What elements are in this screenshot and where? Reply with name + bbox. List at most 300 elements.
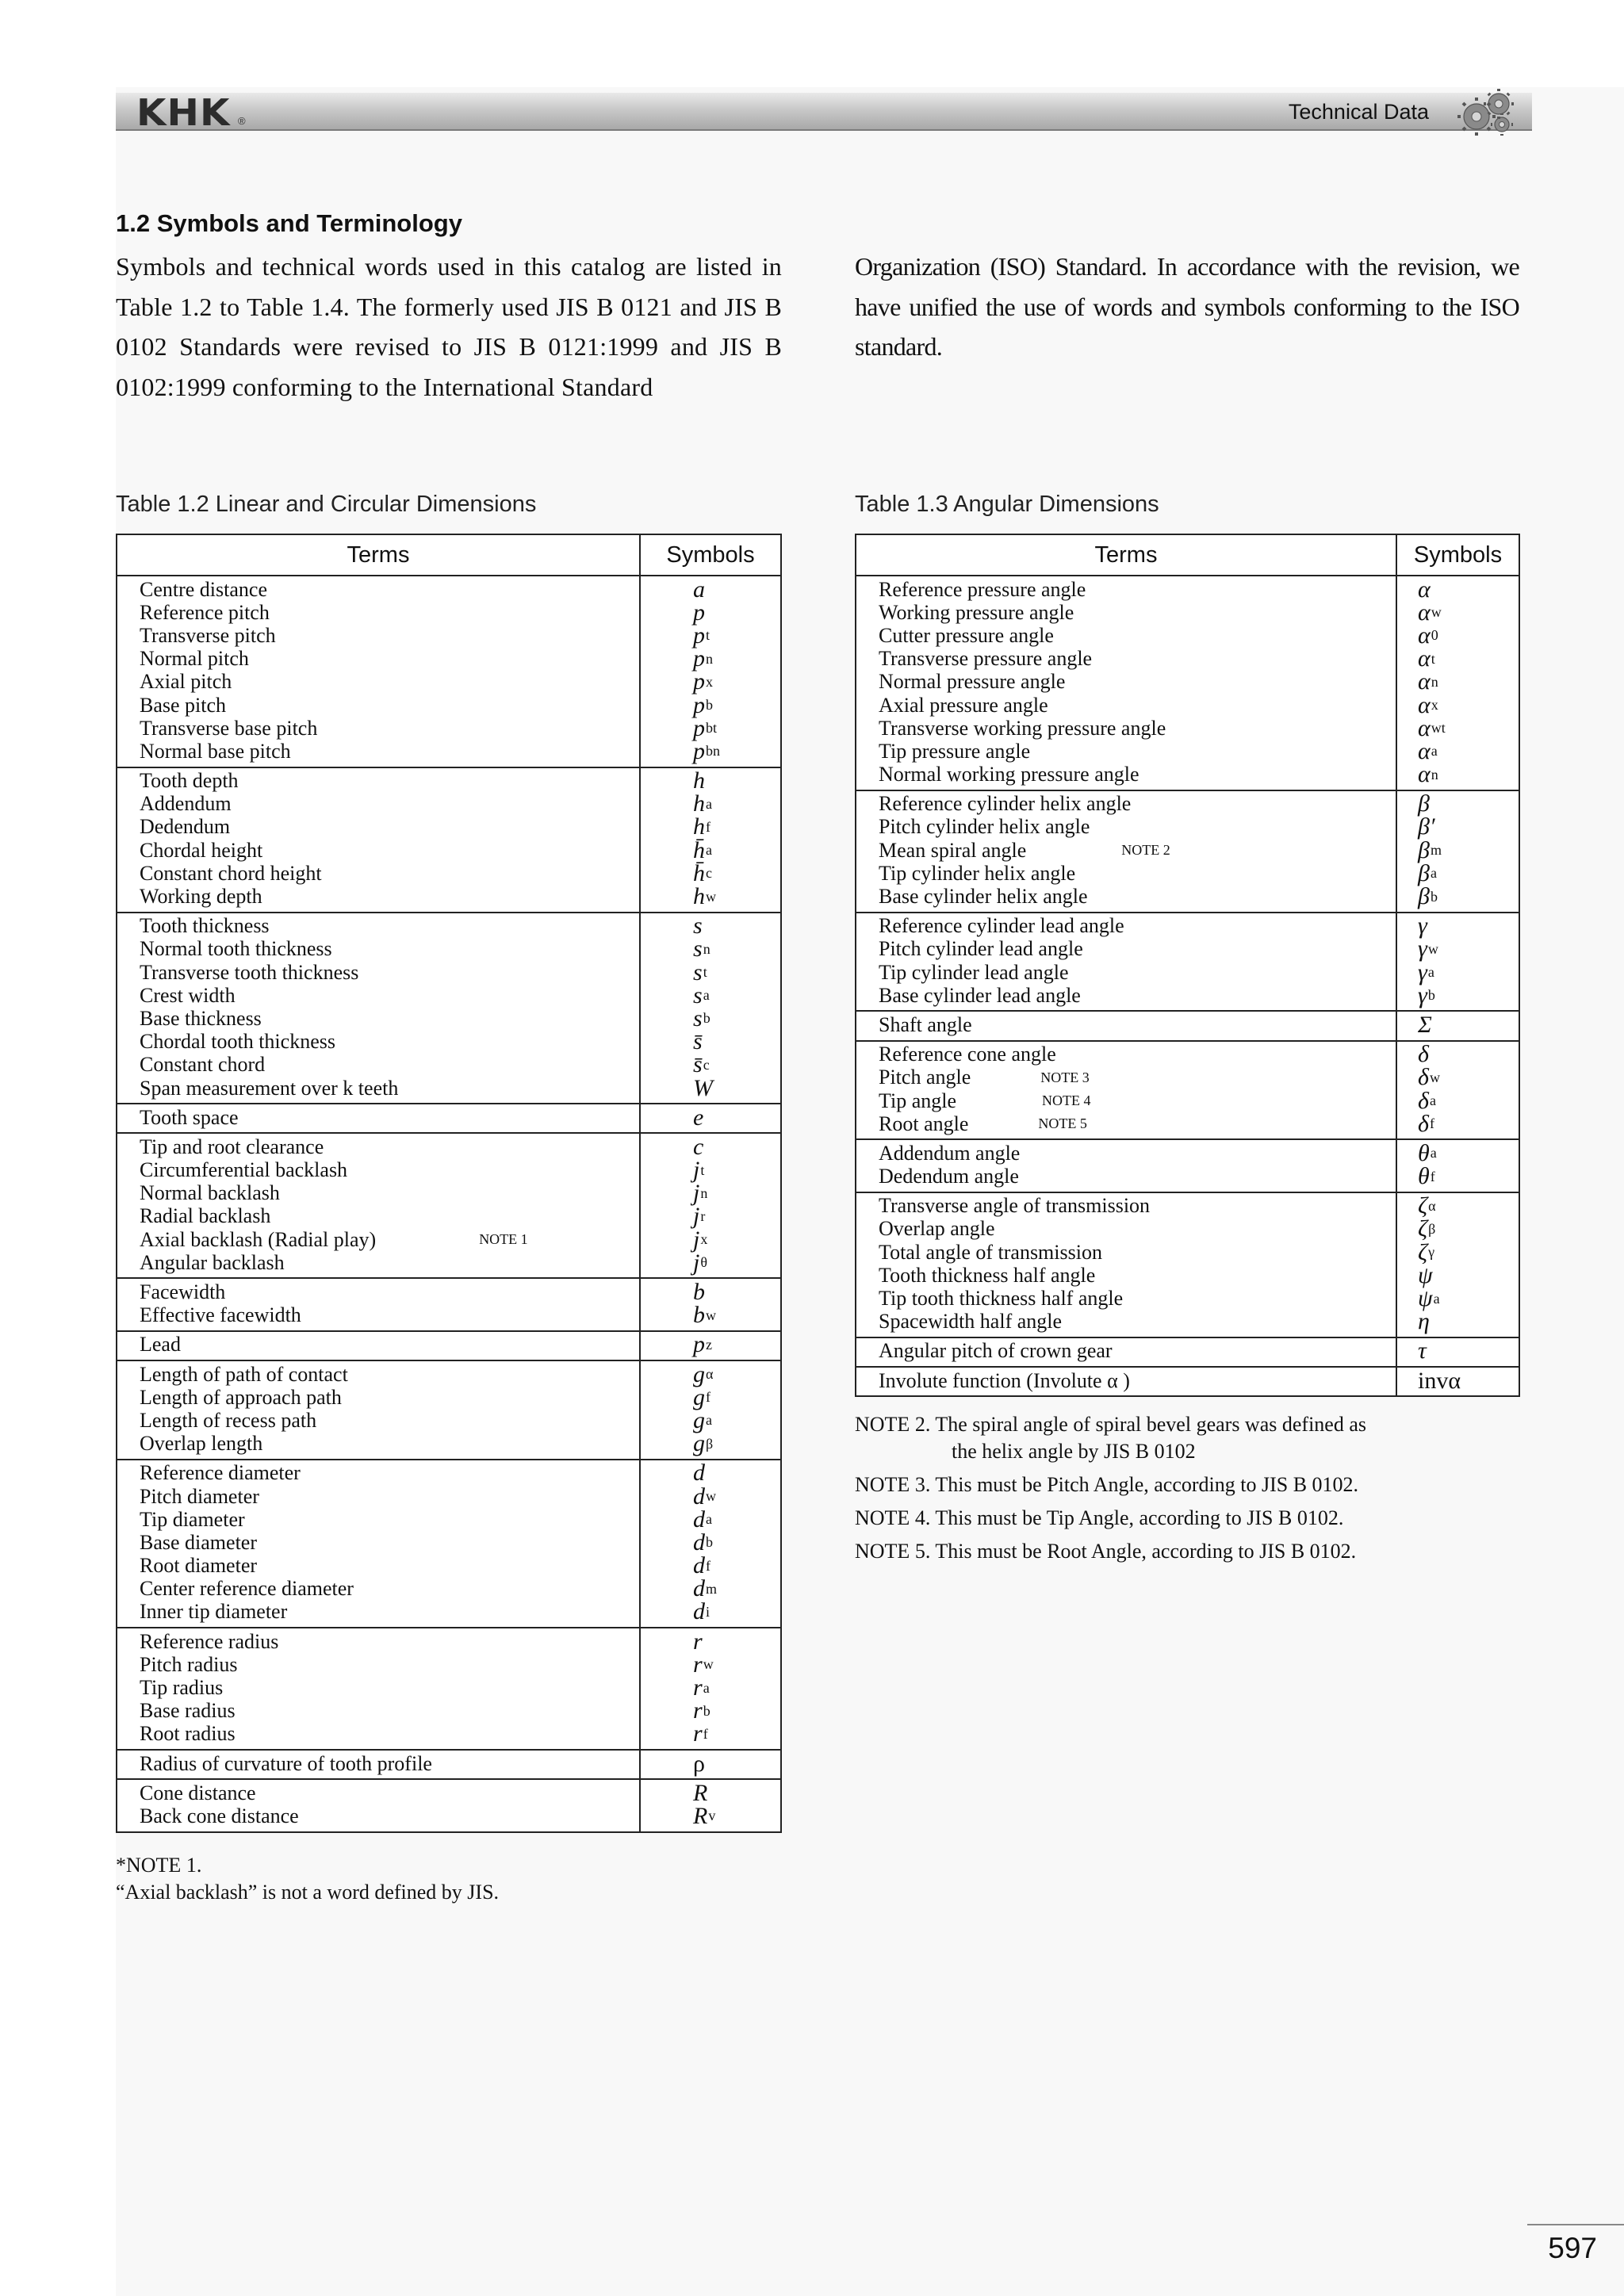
terms-cell	[117, 1360, 640, 1460]
term-text: Base pitch	[140, 693, 227, 717]
symbol-line	[641, 1279, 780, 1306]
symbol-subscript: c	[703, 1056, 710, 1073]
symbol-subscript: n	[700, 1184, 708, 1201]
symbol-text: α	[1418, 691, 1431, 718]
symbol-line	[641, 601, 780, 624]
table-1-2-caption: Table 1.2 Linear and Circular Dimensions	[116, 492, 537, 517]
table-1-3-notes	[855, 1411, 1537, 1565]
term-group-row	[117, 1460, 781, 1628]
symbol-text: W	[693, 1074, 713, 1101]
symbol-line	[641, 1205, 780, 1228]
term-text: Pitch cylinder helix angle	[879, 815, 1090, 839]
symbol-subscript: a	[703, 987, 710, 1004]
term-text: Overlap length	[140, 1432, 263, 1456]
term-text: Working pressure angle	[879, 600, 1074, 624]
term-line	[879, 1142, 1396, 1165]
symbol-text: c	[693, 1133, 704, 1160]
term-line	[140, 1578, 639, 1601]
symbol-text: p	[693, 668, 705, 695]
symbol-line	[641, 1304, 780, 1327]
symbol-subscript: m	[706, 1580, 718, 1597]
symbol-subscript: wt	[1431, 720, 1446, 737]
symbol-subscript: x	[1431, 697, 1438, 714]
symbols-header: Symbols	[640, 534, 781, 576]
term-line	[879, 1066, 1396, 1089]
symbols-cell	[640, 1779, 781, 1831]
symbol-text: d	[693, 1529, 705, 1556]
symbol-text: g	[693, 1406, 705, 1433]
symbol-line	[641, 1630, 780, 1653]
note-2	[855, 1411, 1537, 1438]
term-line	[879, 1264, 1396, 1287]
symbol-line	[641, 1074, 780, 1101]
symbol-line	[641, 1383, 780, 1410]
term-text: Tooth thickness half angle	[879, 1263, 1096, 1287]
symbol-subscript: f	[1429, 1115, 1434, 1132]
term-text: Span measurement over k teeth	[140, 1076, 399, 1100]
note-3-label: NOTE 3.	[855, 1473, 931, 1496]
symbol-line	[1397, 691, 1519, 718]
symbol-text: r	[693, 1720, 703, 1747]
symbol-text: p	[693, 622, 705, 649]
term-text: Tooth space	[140, 1105, 239, 1129]
symbol-text: s̄	[693, 1028, 703, 1055]
symbol-text: b	[693, 1279, 705, 1306]
term-line	[140, 648, 639, 671]
note-4-label: NOTE 4.	[855, 1506, 931, 1529]
symbol-line	[1397, 859, 1519, 886]
symbol-line	[1397, 984, 1519, 1007]
note-reference: NOTE 3	[1040, 1069, 1090, 1085]
term-group-row	[117, 576, 781, 767]
symbol-subscript: i	[706, 1603, 710, 1620]
symbol-line	[641, 668, 780, 695]
symbol-subscript: a	[1431, 743, 1438, 760]
footer-rule	[1527, 2224, 1624, 2225]
term-text: Circumferential backlash	[140, 1158, 348, 1182]
symbol-subscript: a	[1430, 1145, 1437, 1161]
note-reference: NOTE 1	[479, 1231, 528, 1248]
symbols-cell	[640, 1133, 781, 1278]
note-2-text: The spiral angle of spiral bevel gears was defined as	[935, 1413, 1366, 1436]
term-line	[879, 1112, 1396, 1135]
symbol-text: τ	[1418, 1337, 1427, 1364]
term-line	[879, 885, 1396, 908]
symbol-text: ρ	[693, 1750, 705, 1777]
term-line	[879, 793, 1396, 816]
term-text: Tip cylinder helix angle	[879, 861, 1076, 885]
symbols-cell	[1396, 1337, 1519, 1367]
term-text: Radius of curvature of tooth profile	[140, 1751, 432, 1775]
term-text: Addendum angle	[879, 1141, 1021, 1165]
term-text: Reference diameter	[140, 1461, 301, 1485]
symbol-line	[641, 1485, 780, 1508]
symbol-line	[641, 813, 780, 840]
term-line	[140, 1462, 639, 1485]
symbol-line	[641, 645, 780, 672]
symbol-subscript: w	[1427, 940, 1438, 957]
symbol-text: ψ	[1418, 1285, 1433, 1312]
symbol-line	[1397, 601, 1519, 624]
symbol-line	[1397, 1215, 1519, 1242]
term-text: Axial pitch	[140, 670, 232, 694]
term-text: Base thickness	[140, 1006, 262, 1030]
symbol-subscript: w	[1431, 604, 1442, 621]
symbol-text: ζ	[1418, 1215, 1428, 1242]
term-line	[879, 601, 1396, 624]
symbol-line	[1397, 1043, 1519, 1066]
symbol-line	[641, 1360, 780, 1387]
symbol-text: α	[1418, 576, 1431, 603]
term-text: Root diameter	[140, 1554, 258, 1578]
symbol-text: j	[693, 1226, 700, 1253]
term-line	[879, 1043, 1396, 1066]
term-line	[879, 624, 1396, 647]
symbol-subscript: b	[1430, 888, 1438, 905]
symbol-subscript: z	[706, 1336, 712, 1353]
symbols-cell	[640, 1104, 781, 1133]
symbol-line	[641, 1676, 780, 1699]
term-text: Dedendum	[140, 815, 231, 839]
term-line	[879, 694, 1396, 717]
term-text: Chordal tooth thickness	[140, 1030, 335, 1054]
symbol-subscript: f	[706, 1389, 710, 1406]
symbol-line	[641, 915, 780, 938]
symbol-line	[641, 578, 780, 601]
term-text: Transverse working pressure angle	[879, 716, 1166, 740]
symbol-line	[641, 961, 780, 984]
symbol-text: p	[693, 737, 705, 764]
term-text: Normal backlash	[140, 1181, 280, 1205]
symbol-text: p	[693, 645, 705, 672]
section-title: 1.2 Symbols and Terminology	[116, 209, 462, 237]
symbol-line	[641, 1159, 780, 1182]
term-line	[140, 1386, 639, 1409]
symbol-line	[641, 1331, 780, 1358]
symbol-subscript: x	[706, 673, 713, 690]
term-text: Pitch radius	[140, 1652, 238, 1676]
gear-cluster-icon	[1453, 86, 1521, 137]
note-2-continuation: the helix angle by JIS B 0102	[952, 1440, 1196, 1463]
terms-cell	[856, 1041, 1396, 1140]
symbol-text: β	[1418, 859, 1430, 886]
term-line	[879, 839, 1396, 862]
symbol-text: s	[693, 982, 703, 1008]
symbol-text: ψ	[1418, 1261, 1433, 1288]
symbol-subscript: f	[1430, 1168, 1435, 1184]
term-text: Tip angle	[879, 1089, 956, 1112]
symbol-subscript: a	[1429, 1093, 1436, 1109]
term-line	[879, 816, 1396, 839]
terms-cell	[117, 1331, 640, 1360]
symbol-line	[1397, 668, 1519, 695]
symbol-text: α	[1418, 714, 1431, 741]
term-text: Transverse tooth thickness	[140, 960, 359, 984]
term-line	[879, 1311, 1396, 1334]
term-line	[879, 648, 1396, 671]
term-line	[140, 938, 639, 961]
term-text: Crest width	[140, 983, 236, 1007]
symbols-cell	[640, 913, 781, 1104]
symbols-cell	[640, 767, 781, 913]
symbol-subscript: v	[708, 1808, 716, 1824]
term-line	[879, 961, 1396, 984]
term-line	[879, 1287, 1396, 1310]
term-text: Cone distance	[140, 1781, 256, 1804]
symbol-line	[641, 1552, 780, 1579]
term-line	[140, 1485, 639, 1508]
symbol-text: r	[693, 1674, 703, 1701]
symbol-line	[641, 1653, 780, 1676]
symbol-subscript: a	[1427, 964, 1434, 981]
symbol-line	[641, 1697, 780, 1724]
term-line	[140, 961, 639, 984]
terms-cell	[856, 790, 1396, 913]
symbol-text: s	[693, 936, 703, 962]
symbol-line	[641, 1106, 780, 1129]
term-line	[879, 984, 1396, 1007]
term-text: Constant chord	[140, 1053, 266, 1077]
symbol-text: β	[1418, 790, 1430, 817]
note-5-label: NOTE 5.	[855, 1540, 931, 1563]
symbol-text: α	[1418, 622, 1431, 649]
symbol-line	[1397, 885, 1519, 908]
symbol-text: g	[693, 1360, 705, 1387]
symbol-line	[1397, 1112, 1519, 1135]
term-group-row	[856, 576, 1519, 790]
symbol-subscript: γ	[1428, 1244, 1435, 1261]
term-line	[140, 1752, 639, 1775]
symbol-text: θ	[1418, 1139, 1430, 1166]
symbol-line	[641, 1135, 780, 1158]
term-group-row	[117, 913, 781, 1104]
term-text: Length of recess path	[140, 1408, 317, 1432]
symbol-text: β	[1418, 883, 1430, 910]
symbol-line	[641, 1508, 780, 1531]
note-3	[855, 1471, 1537, 1498]
term-text: Spacewidth half angle	[879, 1310, 1063, 1334]
symbol-text: e	[693, 1104, 704, 1131]
symbol-line	[641, 767, 780, 794]
symbol-subscript: r	[700, 1207, 706, 1224]
term-line	[140, 1205, 639, 1228]
symbol-text: h̄	[693, 836, 705, 863]
symbol-text: δ	[1418, 1087, 1429, 1114]
term-line	[879, 915, 1396, 938]
term-text: Addendum	[140, 792, 232, 816]
term-text: Effective facewidth	[140, 1303, 301, 1327]
symbols-cell	[640, 1750, 781, 1779]
symbol-text: d	[693, 1483, 705, 1510]
term-text: Reference cylinder lead angle	[879, 914, 1124, 938]
symbol-line	[1397, 1089, 1519, 1112]
symbols-cell	[640, 1331, 781, 1360]
term-line	[140, 1700, 639, 1723]
term-line	[140, 1182, 639, 1205]
terms-header: Terms	[856, 534, 1396, 576]
symbol-text: s̄	[693, 1051, 703, 1078]
symbol-text: α	[1418, 668, 1431, 695]
terms-cell	[117, 1750, 640, 1779]
header-bar	[116, 91, 1532, 134]
term-text: Normal tooth thickness	[140, 937, 332, 961]
symbol-text: d	[693, 1575, 705, 1602]
term-line	[879, 740, 1396, 763]
symbol-subscript: f	[706, 818, 710, 835]
term-text: Normal pitch	[140, 647, 249, 671]
term-text: Axial backlash (Radial play)	[140, 1227, 377, 1251]
term-text: Base radius	[140, 1699, 236, 1723]
terms-cell	[117, 1628, 640, 1750]
symbol-line	[641, 1004, 780, 1031]
symbol-subscript: b	[703, 1010, 710, 1027]
table-linear-circular-dimensions	[116, 534, 782, 1833]
term-text: Length of approach path	[140, 1385, 342, 1409]
term-group-row	[117, 1104, 781, 1133]
symbol-subscript: a	[706, 795, 712, 812]
symbol-text: r	[693, 1697, 703, 1724]
table-1-2-notes	[116, 1852, 499, 1906]
symbol-line	[641, 1462, 780, 1485]
note-reference: NOTE 4	[1042, 1093, 1091, 1109]
term-text: Transverse base pitch	[140, 716, 318, 740]
symbol-line	[1397, 813, 1519, 840]
symbol-subscript: w	[703, 1656, 714, 1673]
term-text: Base diameter	[140, 1530, 257, 1554]
term-text: Reference pressure angle	[879, 577, 1086, 601]
symbol-text: α	[1418, 761, 1431, 788]
symbol-subscript: t	[703, 964, 707, 981]
symbol-line	[641, 1720, 780, 1747]
symbol-line	[1397, 1238, 1519, 1265]
term-text: Base cylinder lead angle	[879, 983, 1081, 1007]
term-text: Reference cylinder helix angle	[879, 792, 1132, 816]
symbol-line	[641, 859, 780, 886]
note-4	[855, 1505, 1537, 1532]
symbol-line	[641, 1182, 780, 1205]
symbol-line	[641, 885, 780, 908]
term-group-row	[856, 1367, 1519, 1396]
symbol-subscript: β	[1428, 1220, 1436, 1237]
symbols-cell	[640, 1360, 781, 1460]
term-line	[140, 717, 639, 740]
term-line	[879, 1089, 1396, 1112]
symbol-subscript: α	[706, 1366, 714, 1383]
symbol-subscript: f	[706, 1557, 710, 1574]
symbol-text: h	[693, 813, 705, 840]
khk-logo: KHK	[136, 91, 231, 134]
term-line	[140, 1077, 639, 1100]
symbol-line	[1397, 763, 1519, 786]
symbol-text: d	[693, 1460, 705, 1487]
symbol-line	[641, 938, 780, 961]
symbol-subscript: a	[706, 842, 712, 859]
symbol-text: h	[693, 767, 705, 794]
terms-cell	[117, 1278, 640, 1330]
term-text: Transverse pitch	[140, 623, 276, 647]
term-text: Reference cone angle	[879, 1043, 1056, 1066]
symbol-line	[1397, 1013, 1519, 1036]
symbol-line	[1397, 578, 1519, 601]
term-line	[140, 1601, 639, 1624]
term-line	[879, 938, 1396, 961]
symbol-subscript: a	[706, 1412, 712, 1429]
symbol-line	[641, 1051, 780, 1078]
term-line	[140, 984, 639, 1007]
term-line	[140, 1031, 639, 1054]
symbol-text: r	[693, 1651, 703, 1678]
term-text: Cutter pressure angle	[879, 623, 1054, 647]
symbol-line	[1397, 1308, 1519, 1335]
symbols-cell	[1396, 1192, 1519, 1337]
symbol-text: α	[1418, 737, 1431, 764]
note-1-text: “Axial backlash” is not a word defined by JIS.	[116, 1881, 500, 1904]
term-line	[140, 1280, 639, 1303]
symbol-line	[1397, 1165, 1519, 1188]
symbol-line	[1397, 1261, 1519, 1288]
symbols-cell	[1396, 1367, 1519, 1396]
symbol-subscript: w	[706, 1488, 716, 1505]
symbol-text: g	[693, 1383, 705, 1410]
symbols-cell	[1396, 1139, 1519, 1192]
symbol-text: g	[693, 1430, 705, 1457]
symbols-cell	[640, 1460, 781, 1628]
term-group-row	[117, 1628, 781, 1750]
term-line	[140, 1409, 639, 1432]
term-line	[140, 1304, 639, 1327]
symbol-text: p	[693, 1331, 705, 1358]
term-group-row	[117, 1779, 781, 1831]
note-reference: NOTE 5	[1038, 1115, 1087, 1132]
symbol-subscript: b	[706, 1534, 713, 1551]
note-5	[855, 1538, 1537, 1565]
note-3-text: This must be Pitch Angle, according to JIS B 0102.	[935, 1473, 1359, 1496]
intro-text-right: Organization (ISO) Standard. In accordance with the revision, we have unified the use of words and symbols conforming to the ISO standard.	[855, 252, 1519, 361]
symbol-line	[1397, 1369, 1519, 1392]
term-text: Tooth thickness	[140, 914, 270, 938]
page-number: 597	[1548, 2232, 1597, 2264]
terms-cell	[856, 1367, 1396, 1396]
term-text: Transverse pressure angle	[879, 647, 1093, 671]
term-line	[879, 763, 1396, 786]
symbols-cell	[1396, 576, 1519, 790]
term-group-row	[856, 1011, 1519, 1040]
symbol-line	[1397, 645, 1519, 672]
term-text: Reference pitch	[140, 600, 270, 624]
term-line	[140, 1723, 639, 1746]
table-header-row	[856, 534, 1519, 576]
symbols-cell	[640, 1628, 781, 1750]
symbol-text: p	[693, 691, 705, 718]
symbol-line	[641, 714, 780, 741]
symbol-line	[1397, 1192, 1519, 1219]
symbol-text: Σ	[1418, 1011, 1432, 1038]
term-line	[140, 671, 639, 694]
symbol-subscript: θ	[700, 1254, 707, 1271]
symbol-text: R	[693, 1779, 708, 1806]
terms-cell	[856, 1337, 1396, 1367]
symbol-subscript: w	[706, 1307, 716, 1323]
term-line	[140, 862, 639, 885]
terms-header: Terms	[117, 534, 640, 576]
symbol-line	[641, 1804, 780, 1827]
symbol-subscript: n	[703, 940, 710, 957]
term-line	[879, 1013, 1396, 1036]
symbol-line	[1397, 624, 1519, 647]
note-1-label: *NOTE 1.	[116, 1854, 202, 1877]
term-text: Reference radius	[140, 1629, 279, 1653]
table-header-row	[117, 534, 781, 576]
